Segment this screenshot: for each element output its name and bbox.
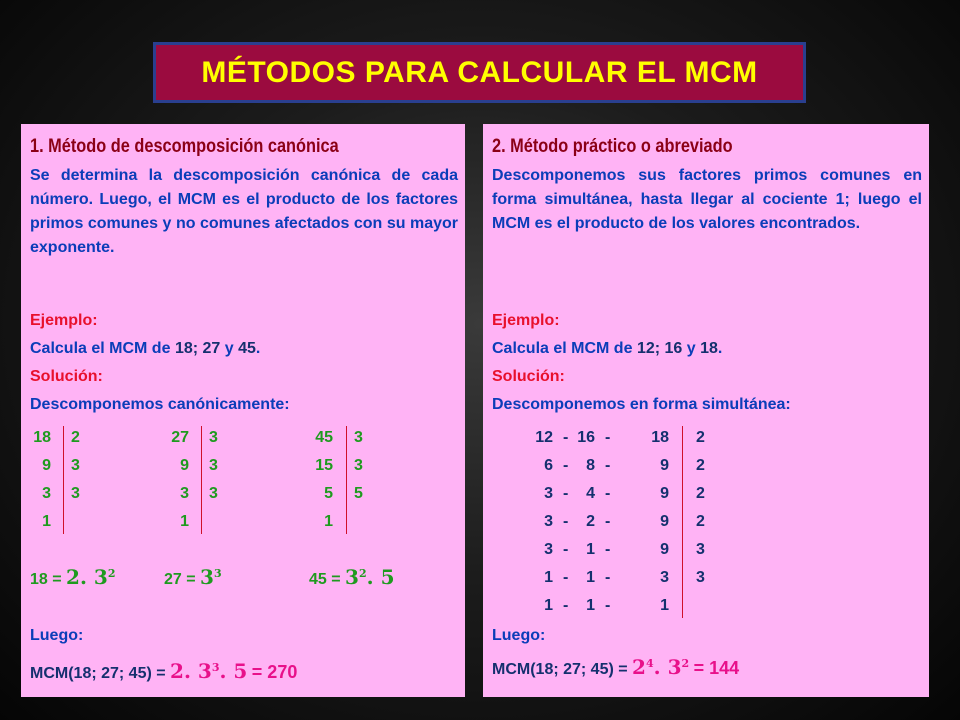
ejemplo-and: y xyxy=(224,340,234,357)
number-cell: 1 xyxy=(660,597,669,614)
method-2-ejemplo-text xyxy=(492,340,722,358)
number-cell: 1 xyxy=(586,597,595,614)
dividend-cell: 9 xyxy=(42,457,51,474)
dividend-cell: 3 xyxy=(42,485,51,502)
equation-45 xyxy=(309,565,394,589)
method-2-luego-label: Luego: xyxy=(492,627,546,644)
result-b1: 2 xyxy=(632,655,646,679)
method-1-result xyxy=(30,659,297,683)
dividend-cell: 1 xyxy=(42,513,51,530)
eq2-lhs: 27 = xyxy=(164,571,196,588)
result-e1: 4 xyxy=(645,657,654,670)
separator-cell: - xyxy=(563,485,569,502)
method-1-heading: 1. Método de descomposición canónica xyxy=(30,136,339,157)
separator-cell: - xyxy=(563,429,569,446)
number-cell: 9 xyxy=(660,513,669,530)
result-e2: 3 xyxy=(211,661,220,674)
divisor-cell: 2 xyxy=(71,429,80,446)
result-e2: 2 xyxy=(681,657,690,670)
dividend-cell: 5 xyxy=(324,485,333,502)
dividend-cell: 45 xyxy=(315,429,333,446)
ejemplo-numbers: 18; 27 xyxy=(174,340,221,357)
number-cell: 9 xyxy=(660,541,669,558)
divisor-cell: 3 xyxy=(209,485,218,502)
method-2-description: Descomponemos sus factores primos comunes en forma simultánea, hasta llegar al cociente 1; luego el MCM es el producto de los valores encontrados. xyxy=(492,167,922,232)
eq3-base1: 3 xyxy=(345,565,359,589)
divisor-cell: 2 xyxy=(696,513,705,530)
eq3-exp1: 2 xyxy=(358,567,367,580)
ejemplo-and: y xyxy=(686,340,696,357)
eq1-base1: 2 xyxy=(66,565,80,589)
number-cell: 1 xyxy=(586,569,595,586)
method-1-ejemplo-text xyxy=(30,340,260,358)
result-sep1: . xyxy=(183,659,198,683)
dividend-cell: 15 xyxy=(315,457,333,474)
dividend-cell: 27 xyxy=(171,429,189,446)
result-value: = 144 xyxy=(693,658,740,678)
separator-cell: - xyxy=(605,597,611,614)
separator-cell: - xyxy=(563,569,569,586)
method-2-ejemplo-label: Ejemplo: xyxy=(492,312,560,329)
eq3-base2: 5 xyxy=(380,565,395,589)
equation-27 xyxy=(164,565,222,589)
ejemplo-last: 45 xyxy=(238,340,256,357)
dividend-cell: 9 xyxy=(180,457,189,474)
divisor-cell: 3 xyxy=(71,457,80,474)
method-2-result xyxy=(492,655,739,679)
separator-cell: - xyxy=(605,569,611,586)
method-1-luego-label: Luego: xyxy=(30,627,84,644)
divisor-cell: 3 xyxy=(696,541,705,558)
division-line xyxy=(63,426,64,534)
divisor-cell: 3 xyxy=(71,485,80,502)
divisor-cell: 2 xyxy=(696,429,705,446)
divisor-cell: 3 xyxy=(209,457,218,474)
equation-18 xyxy=(30,565,115,589)
divisor-cell: 2 xyxy=(696,457,705,474)
ejemplo-prefix: Calcula el MCM de xyxy=(492,340,633,357)
separator-cell: - xyxy=(605,429,611,446)
method-1-ejemplo-label: Ejemplo: xyxy=(30,312,98,329)
number-cell: 8 xyxy=(586,457,595,474)
eq2-exp: 3 xyxy=(213,567,222,580)
method-2-heading: 2. Método práctico o abreviado xyxy=(492,136,733,157)
number-cell: 18 xyxy=(651,429,669,446)
eq2-base: 3 xyxy=(200,565,214,589)
method-1-step-text: Descomponemos canónicamente: xyxy=(30,396,290,413)
number-cell: 3 xyxy=(544,513,553,530)
number-cell: 4 xyxy=(586,485,595,502)
divisor-cell: 3 xyxy=(354,429,363,446)
eq3-lhs: 45 = xyxy=(309,571,341,588)
title-banner xyxy=(153,42,806,103)
divisor-cell: 3 xyxy=(354,457,363,474)
separator-cell: - xyxy=(605,541,611,558)
divisor-cell: 3 xyxy=(209,429,218,446)
result-prefix: MCM(18; 27; 45) = xyxy=(492,661,628,678)
result-b1: 2 xyxy=(170,659,184,683)
dividend-cell: 18 xyxy=(33,429,51,446)
divisor-cell: 3 xyxy=(696,569,705,586)
method-1-solucion-label: Solución: xyxy=(30,368,103,385)
result-b3: 5 xyxy=(233,659,248,683)
division-line xyxy=(201,426,202,534)
number-cell: 16 xyxy=(577,429,595,446)
slide-title: MÉTODOS PARA CALCULAR EL MCM xyxy=(201,55,758,89)
divisor-cell: 5 xyxy=(354,485,363,502)
separator-cell: - xyxy=(605,513,611,530)
dividend-cell: 3 xyxy=(180,485,189,502)
eq1-base2: 3 xyxy=(93,565,108,589)
method-1-panel xyxy=(21,124,465,697)
ejemplo-end: . xyxy=(255,340,261,357)
dividend-cell: 1 xyxy=(180,513,189,530)
number-cell: 9 xyxy=(660,485,669,502)
separator-cell: - xyxy=(563,541,569,558)
number-cell: 3 xyxy=(544,485,553,502)
number-cell: 2 xyxy=(586,513,595,530)
result-sep: . xyxy=(653,655,668,679)
number-cell: 1 xyxy=(586,541,595,558)
result-b2: 3 xyxy=(667,655,682,679)
method-1-description: Se determina la descomposición canónica de cada número. Luego, el MCM es el producto de los factores primos comunes y no comunes afectados con su mayor exponente. xyxy=(30,167,458,256)
ejemplo-last: 18 xyxy=(700,340,718,357)
separator-cell: - xyxy=(605,485,611,502)
method-2-step-text: Descomponemos en forma simultánea: xyxy=(492,396,791,413)
number-cell: 1 xyxy=(544,597,553,614)
result-sep2: . xyxy=(219,659,234,683)
number-cell: 6 xyxy=(544,457,553,474)
dividend-cell: 1 xyxy=(324,513,333,530)
result-value: = 270 xyxy=(251,662,298,682)
eq1-sep: . xyxy=(79,565,94,589)
eq1-lhs: 18 = xyxy=(30,571,62,588)
number-cell: 12 xyxy=(535,429,553,446)
method-2-solucion-label: Solución: xyxy=(492,368,565,385)
eq1-exp2: 2 xyxy=(107,567,116,580)
separator-cell: - xyxy=(563,457,569,474)
separator-cell: - xyxy=(563,597,569,614)
number-cell: 1 xyxy=(544,569,553,586)
eq3-sep: . xyxy=(366,565,381,589)
number-cell: 3 xyxy=(544,541,553,558)
division-line xyxy=(682,426,683,618)
separator-cell: - xyxy=(563,513,569,530)
ejemplo-numbers: 12; 16 xyxy=(636,340,683,357)
separator-cell: - xyxy=(605,457,611,474)
number-cell: 3 xyxy=(660,569,669,586)
ejemplo-end: . xyxy=(717,340,723,357)
divisor-cell: 2 xyxy=(696,485,705,502)
number-cell: 9 xyxy=(660,457,669,474)
method-2-panel xyxy=(483,124,929,697)
ejemplo-prefix: Calcula el MCM de xyxy=(30,340,171,357)
result-b2: 3 xyxy=(197,659,212,683)
division-line xyxy=(346,426,347,534)
result-prefix: MCM(18; 27; 45) = xyxy=(30,665,166,682)
